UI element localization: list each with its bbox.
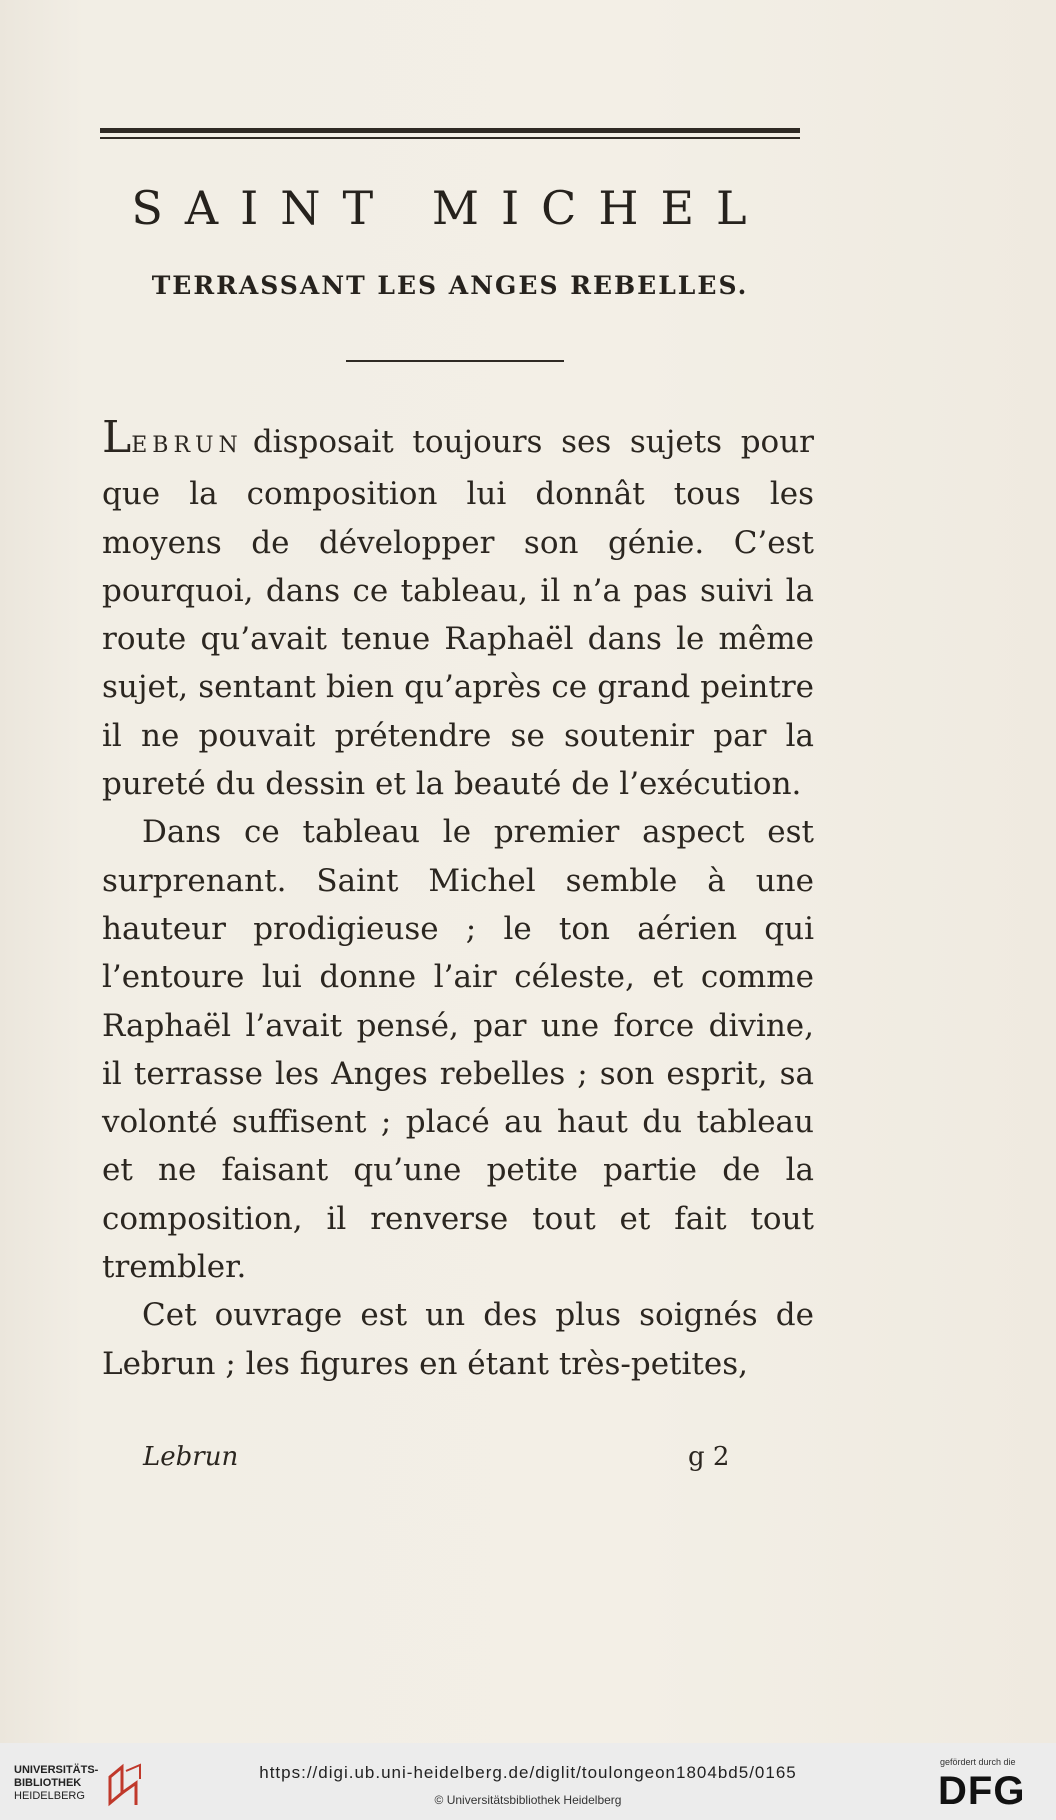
library-name-line-1: UNIVERSITÄTS- (14, 1764, 99, 1776)
paragraph-3: Cet ouvrage est un des plus soignés de Lebrun ; les figures en étant très-petites, (102, 1297, 814, 1382)
library-name-line-3: HEIDELBERG (14, 1790, 85, 1802)
paragraph-1-text: disposait toujours ses sujets pour que la composition lui donnât tous les moyens de développer son génie. C’est pourquoi, dans ce tableau, il n’a pas suivi la route qu’avait tenue Raphaël dans le même sujet, sentant bien qu’après ce grand peintre il ne pouvait prétendre se soutenir par la pureté du dessin et la beauté de l’exécution. (102, 424, 814, 803)
paragraph-2: Dans ce tableau le premier aspect est surprenant. Saint Michel semble à une hauteur prodigieuse ; le ton aérien qui l’entoure lui donne l’air céleste, et comme Raphaël l’avait pensé, par une force divine, il terrasse les Anges rebelles ; son esprit, sa volonté suffisent ; placé au haut du tableau et ne faisant qu’une petite partie de la composition, il renverse tout et fait tout trembler. (102, 814, 814, 1286)
section-divider (346, 360, 564, 362)
funding-caption: gefördert durch die (940, 1757, 1016, 1767)
copyright-notice: © Universitätsbibliothek Heidelberg (434, 1793, 622, 1807)
small-caps-word: EBRUN (131, 433, 243, 458)
catchword: Lebrun (143, 1442, 239, 1472)
signature-mark: g 2 (688, 1442, 730, 1472)
viewer-footer-bar (0, 1743, 1056, 1820)
top-double-rule (100, 128, 800, 142)
page-title: SAINT MICHEL (131, 181, 769, 235)
library-name-line-2: BIBLIOTHEK (14, 1777, 82, 1789)
paragraph-1 (102, 412, 814, 808)
body-text (102, 412, 814, 1388)
permalink-url[interactable]: https://digi.ub.uni-heidelberg.de/diglit/toulongeon1804bd5/0165 (259, 1763, 797, 1782)
drop-cap: L (102, 412, 132, 463)
page-subtitle: TERRASSANT LES ANGES REBELLES. (151, 271, 749, 300)
dfg-logo[interactable]: DFG (938, 1769, 1026, 1813)
